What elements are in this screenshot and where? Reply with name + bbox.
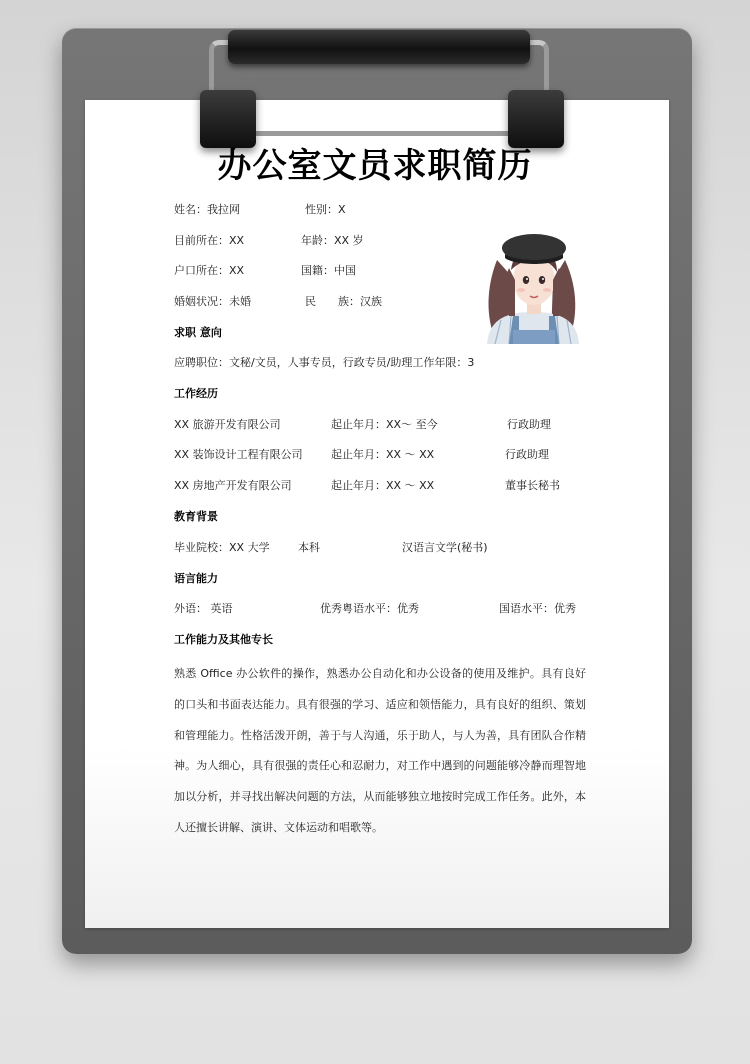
work-period: 起止年月：XX ～ XX: [331, 448, 435, 461]
work-period: 起止年月：XX ～ XX: [331, 479, 435, 492]
work-company: XX 房地产开发有限公司: [174, 479, 292, 492]
page-title: 办公室文员求职简历: [217, 146, 533, 186]
section-heading-work: 工作经历: [174, 387, 218, 400]
avatar: [475, 220, 593, 344]
hukou-field: 户口所在：XX: [174, 264, 245, 277]
gender-field: 性别：X: [305, 203, 346, 216]
age-field: 年龄：XX 岁: [301, 234, 364, 247]
section-heading-skills: 工作能力及其他专长: [174, 633, 273, 646]
language-cantonese: 优秀粤语水平：优秀: [320, 602, 419, 615]
intent-text: 应聘职位：文秘/文员，人事专员，行政专员/助理工作年限：3: [174, 356, 475, 369]
skills-paragraph: 熟悉 Office 办公软件的操作，熟悉办公自动化和办公设备的使用及维护。具有良好的口头和书面表达能力。具有很强的学习、适应和领悟能力，具有良好的组织、策划和管理能力。性格活泼开朗，善于与人沟通，乐于助人，与人为善，具有团队合作精神。为人细心，具有很强的责任心和忍耐力，对工作中遇到的问题能够冷静而理智地加以分析，并寻找出解决问题的方法，从而能够独立地按时完成工作任务。此外，本人还擅长讲解、演讲、文体运动和唱歌等。: [174, 667, 586, 834]
ethnicity-field: 民 族：汉族: [305, 295, 382, 308]
language-mandarin: 国语水平：优秀: [499, 602, 576, 615]
name-field: 姓名：我拉网: [174, 203, 240, 216]
section-heading-education: 教育背景: [174, 510, 218, 523]
work-role: 行政助理: [507, 418, 551, 431]
location-field: 目前所在：XX: [174, 234, 245, 247]
nationality-field: 国籍：中国: [301, 264, 356, 277]
work-company: XX 旅游开发有限公司: [174, 418, 281, 431]
work-company: XX 装饰设计工程有限公司: [174, 448, 303, 461]
work-role: 行政助理: [505, 448, 549, 461]
work-period: 起止年月：XX～ 至今: [331, 418, 438, 431]
education-degree: 本科: [298, 541, 320, 554]
section-heading-language: 语言能力: [174, 572, 218, 585]
education-major: 汉语言文学(秘书): [402, 541, 488, 554]
section-heading-intent: 求职 意向: [174, 326, 222, 339]
clip-handle: [228, 30, 530, 64]
marital-field: 婚姻状况：未婚: [174, 295, 251, 308]
education-school: 毕业院校：XX 大学: [174, 541, 270, 554]
work-role: 董事长秘书: [505, 479, 560, 492]
language-foreign: 外语： 英语: [174, 602, 233, 615]
